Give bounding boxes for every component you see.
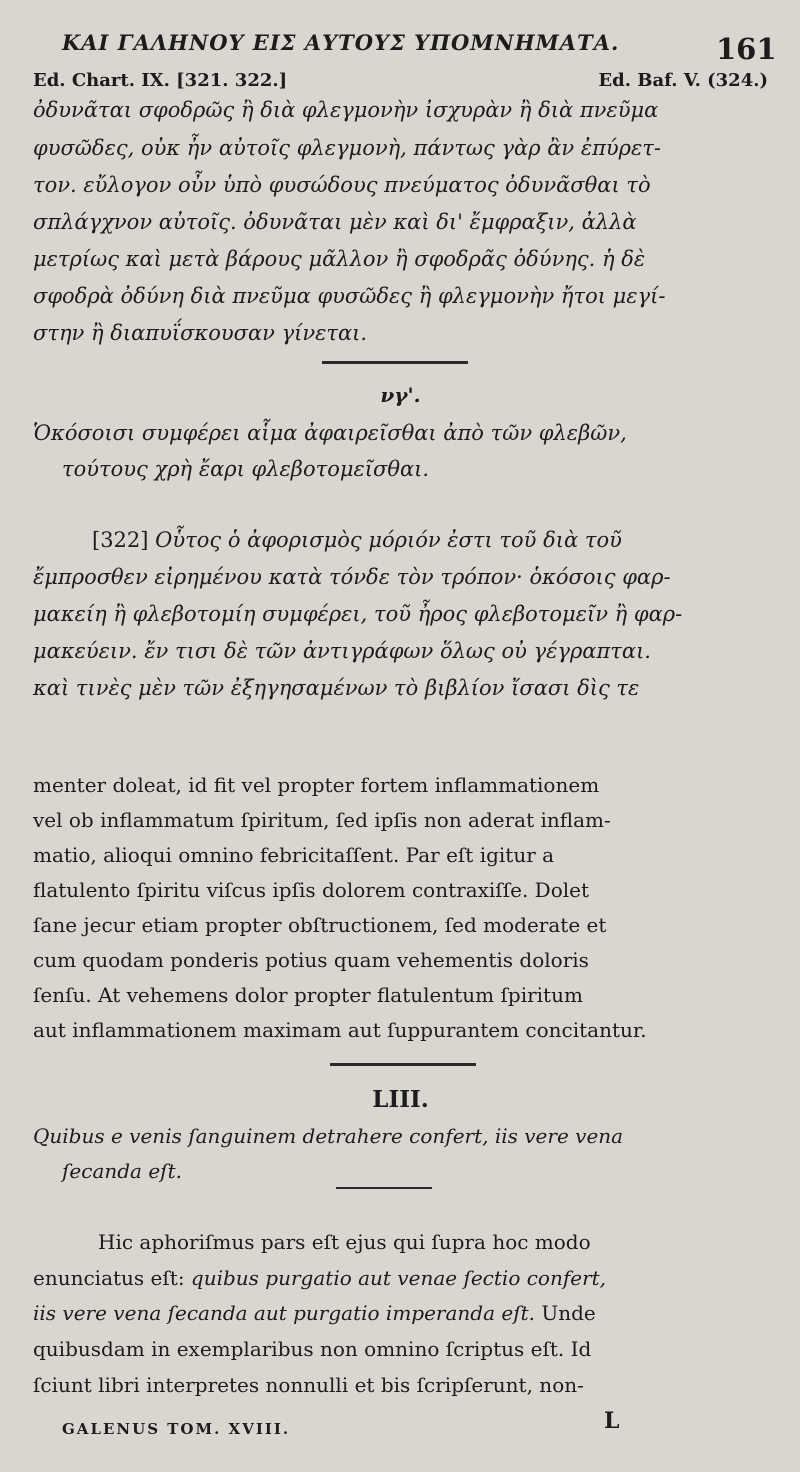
latin-commentary-text: enunciatus eſt: (33, 1266, 191, 1290)
latin-text-line: ſenſu. At vehemens dolor propter flatulentum ſpiritum (33, 983, 583, 1007)
latin-commentary-line (33, 1266, 768, 1290)
latin-text-line: aut inflammationem maximam aut ſuppurantem concitantur. (33, 1018, 647, 1042)
running-head: ΚΑΙ ΓΑΛΗΝΟΥ ΕΙΣ ΑΥΤΟΥΣ ΥΠΟΜΝΗΜΑΤΑ. (62, 30, 620, 55)
greek-commentary-line: μακεύειν. ἔν τισι δὲ τῶν ἀντιγράφων ὅλως οὐ γέγραπται. (33, 639, 651, 663)
latin-text-line: cum quodam ponderis potius quam vehementis doloris (33, 948, 589, 972)
greek-text-line: φυσῶδες, οὐκ ἦν αὐτοῖς φλεγμονὴ, πάντως γὰρ ἂν ἐπύρετ- (33, 136, 662, 160)
latin-text-line: flatulento ſpiritu viſcus ipſis dolorem contraxiſſe. Dolet (33, 878, 590, 902)
greek-text-line: στην ἢ διαπυΐσκουσαν γίνεται. (33, 321, 368, 345)
page-number: 161 (716, 32, 777, 66)
greek-commentary-line: καὶ τινὲς μὲν τῶν ἐξηγησαμένων τὸ βιβλίον ἴσασι δὶς τε (33, 676, 640, 700)
greek-commentary-line: ἔμπροσθεν εἰρημένου κατὰ τόνδε τὸν τρόπον· ὁκόσοις φαρ- (33, 565, 671, 589)
latin-text-line: matio, alioqui omnino febricitaſſent. Par eſt igitur a (33, 843, 555, 867)
greek-text-line: σπλάγχνον αὐτοῖς. ὀδυνᾶται μὲν καὶ δι' ἔμφραξιν, ἀλλὰ (33, 210, 637, 234)
latin-commentary-line (33, 1301, 768, 1325)
greek-text-line: τον. εὔλογον οὖν ὑπὸ φυσώδους πνεύματος ὀδυνᾶσθαι τὸ (33, 173, 651, 197)
greek-commentary-text: Οὗτος ὁ ἀφορισμὸς μόριόν ἐστι τοῦ διὰ τοῦ (155, 528, 622, 552)
greek-commentary-first-line (92, 528, 800, 552)
latin-quoted-aphorism: quibus purgatio aut venae ſectio confert, (190, 1266, 607, 1290)
latin-commentary-line: quibusdam in exemplaribus non omnino ſcriptus eſt. Id (33, 1337, 592, 1361)
section-divider-rule (322, 361, 468, 364)
section-divider-rule (330, 1063, 476, 1066)
page-reference-marker: [322] (92, 528, 149, 552)
latin-aphorism-line: ſecanda eſt. (62, 1159, 182, 1183)
latin-text-line: ſane jecur etiam propter obſtructionem, ſed moderate et (33, 913, 607, 937)
greek-section-number: νγ'. (380, 383, 421, 407)
section-divider-rule (336, 1187, 432, 1189)
latin-commentary-text: Unde (535, 1301, 596, 1325)
edition-basel-ref: Ed. Baf. V. (324.) (598, 70, 768, 91)
latin-quoted-aphorism: iis vere vena ſecanda aut purgatio imperanda eſt. (33, 1301, 536, 1325)
greek-aphorism-line: τούτους χρὴ ἔαρι φλεβοτομεῖσθαι. (62, 457, 430, 481)
greek-commentary-line: μακείη ἢ φλεβοτομίη συμφέρει, τοῦ ἦρος φλεβοτομεῖν ἢ φαρ- (33, 602, 683, 626)
latin-text-line: vel ob inflammatum ſpiritum, ſed ipſis non aderat inflam- (33, 808, 611, 832)
greek-text-line: σφοδρὰ ὀδύνη διὰ πνεῦμα φυσῶδες ἢ φλεγμονὴν ἤτοι μεγί- (33, 284, 666, 308)
greek-text-line: μετρίως καὶ μετὰ βάρους μᾶλλον ἢ σφοδρᾶς ὀδύνης. ἡ δὲ (33, 247, 646, 271)
gathering-mark: L (604, 1408, 620, 1434)
edition-chartier-ref: Ed. Chart. IX. [321. 322.] (33, 70, 288, 91)
latin-text-line: menter doleat, id fit vel propter fortem inflammationem (33, 773, 600, 797)
latin-commentary-line: ſciunt libri interpretes nonnulli et bis ſcripſerunt, non- (33, 1373, 584, 1397)
latin-aphorism-line: Quibus e venis ſanguinem detrahere confert, iis vere vena (33, 1124, 624, 1148)
latin-commentary-line: Hic aphoriſmus pars eſt ejus qui ſupra hoc modo (98, 1230, 591, 1254)
greek-text-line: ὀδυνᾶται σφοδρῶς ἢ διὰ φλεγμονὴν ἰσχυρὰν ἢ διὰ πνεῦμα (33, 98, 659, 122)
edition-reference-line (33, 70, 768, 96)
latin-section-number: LIII. (372, 1086, 429, 1113)
greek-aphorism-line: Ὁκόσοισι συμφέρει αἷμα ἀφαιρεῖσθαι ἀπὸ τῶν φλεβῶν, (33, 421, 627, 445)
footer-signature: GALENUS TOM. XVIII. (62, 1420, 291, 1438)
